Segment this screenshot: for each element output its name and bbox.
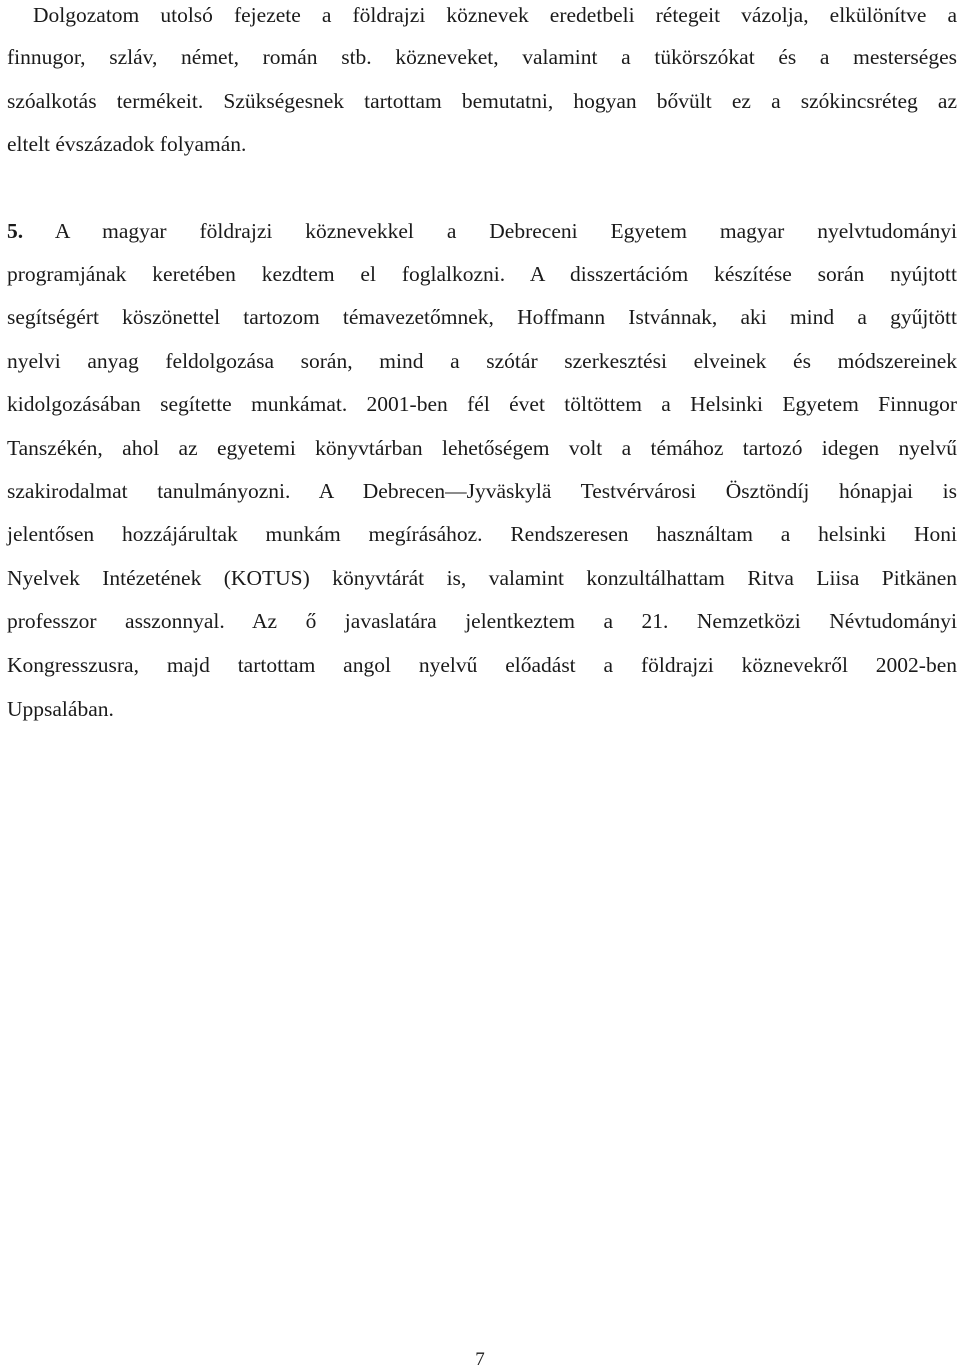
paragraph-5-line: jelentősen hozzájárultak munkám megírásához. Rendszeresen használtam a helsinki Honi: [7, 522, 957, 546]
paragraph-4-line: eltelt évszázadok folyamán.: [7, 132, 247, 156]
paragraph-number: 5.: [7, 219, 24, 243]
paragraph-5-first-line: [7, 217, 957, 245]
paragraph-5-line: segítségért köszönettel tartozom témavezetőmnek, Hoffmann Istvánnak, aki mind a gyűjtött: [7, 305, 957, 329]
paragraph-5-line: kidolgozásában segítette munkámat. 2001-ben fél évet töltöttem a Helsinki Egyetem Finnugor: [7, 392, 957, 416]
paragraph-5-line: Tanszékén, ahol az egyetemi könyvtárban lehetőségem volt a témához tartozó idegen nyelvű: [7, 436, 957, 460]
paragraph-4-line: szóalkotás termékeit. Szükségesnek tartottam bemutatni, hogyan bővült ez a szókincsréteg az: [7, 89, 957, 113]
page-number: 7: [475, 1349, 485, 1370]
document-page: [7, 0, 957, 1371]
paragraph-5-line: Nyelvek Intézetének (KOTUS) könyvtárát is, valamint konzultálhattam Ritva Liisa Pitkänen: [7, 566, 957, 590]
paragraph-5-first-line-text: A magyar földrajzi köznevekkel a Debreceni Egyetem magyar nyelvtudományi: [54, 219, 957, 243]
paragraph-4-line: Dolgozatom utolsó fejezete a földrajzi köznevek eredetbeli rétegeit vázolja, elkülönítve a: [33, 3, 957, 27]
paragraph-5-line: Kongresszusra, majd tartottam angol nyelvű előadást a földrajzi köznevekről 2002-ben: [7, 653, 957, 677]
paragraph-5-line: programjának keretében kezdtem el foglalkozni. A disszertációm készítése során nyújtott: [7, 262, 957, 286]
paragraph-5-line: szakirodalmat tanulmányozni. A Debrecen—Jyväskylä Testvérvárosi Ösztöndíj hónapjai is: [7, 479, 957, 503]
paragraph-5-line: professzor asszonnyal. Az ő javaslatára jelentkeztem a 21. Nemzetközi Névtudományi: [7, 609, 957, 633]
paragraph-5-line: Uppsalában.: [7, 697, 114, 721]
paragraph-4-line: finnugor, szláv, német, román stb. közneveket, valamint a tükörszókat és a mesterséges: [7, 45, 957, 69]
paragraph-5-line: nyelvi anyag feldolgozása során, mind a szótár szerkesztési elveinek és módszereinek: [7, 349, 957, 373]
